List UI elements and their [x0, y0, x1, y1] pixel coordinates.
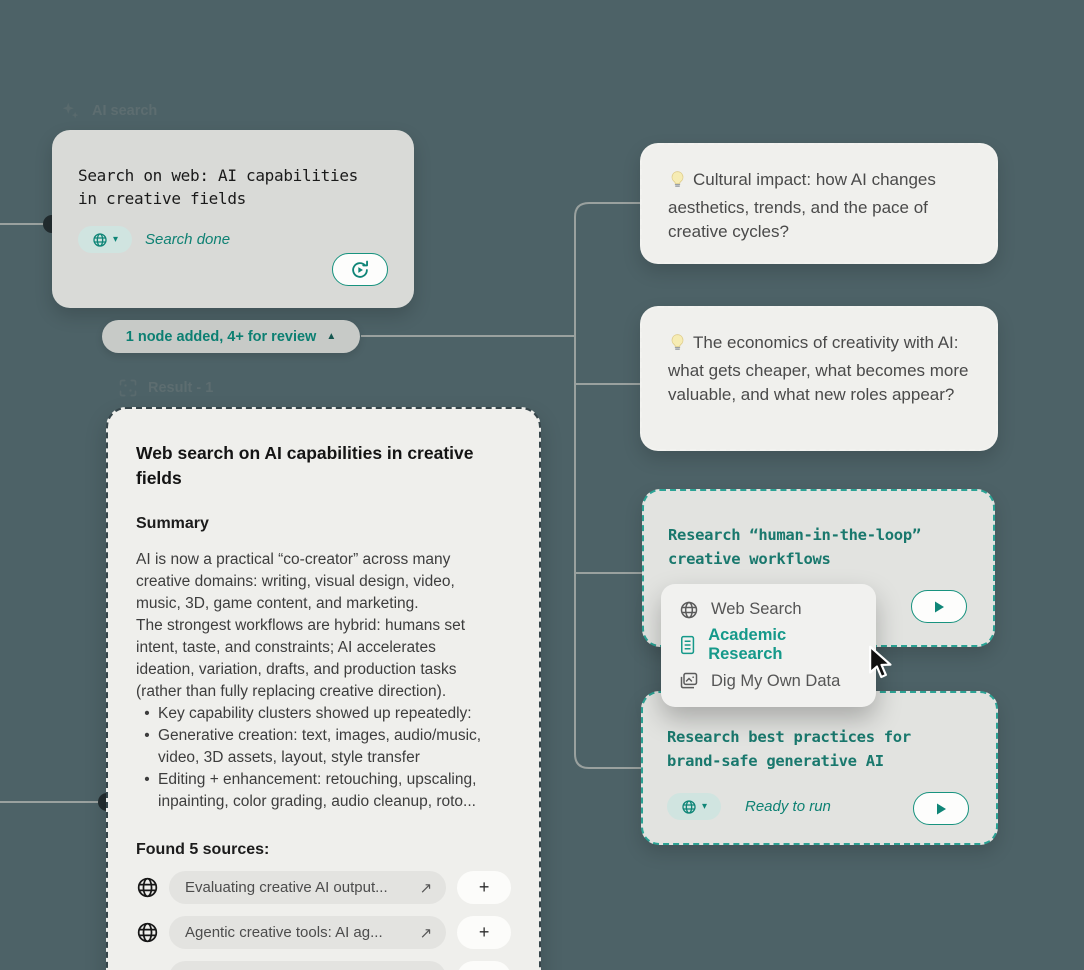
sparkles-icon [60, 100, 82, 122]
run-research-button[interactable] [911, 590, 967, 623]
summary-bullet [136, 725, 498, 769]
source-row [136, 961, 511, 970]
summary-bullet [136, 703, 498, 725]
source-row [136, 871, 511, 904]
summary-paragraph: AI is now a practical “co-creator” across many creative domains: writing, visual design, video, music, 3D, game content, and marketing. [136, 551, 455, 612]
summary-heading: Summary [136, 515, 209, 532]
idea-node-card[interactable] [640, 306, 998, 451]
document-icon [679, 635, 696, 655]
source-link-pill[interactable] [169, 871, 446, 904]
menu-item-web-search[interactable] [661, 593, 876, 627]
review-badge-label: 1 node added, 4+ for review [125, 328, 317, 345]
globe-icon [92, 232, 108, 248]
add-source-button[interactable] [457, 961, 511, 970]
globe-icon [679, 600, 699, 620]
lightbulb-icon [668, 170, 687, 196]
summary-bullet [136, 769, 498, 813]
run-research-button[interactable] [913, 792, 969, 825]
play-icon [932, 600, 946, 614]
bullet-dot: • [144, 705, 150, 722]
play-icon [934, 802, 948, 816]
search-node-type-text: AI search [92, 103, 158, 119]
search-node-card[interactable] [52, 130, 414, 308]
research-title: Research best practices for brand-safe generative AI [667, 728, 911, 770]
idea-text: The economics of creativity with AI: what gets cheaper, what becomes more valuable, and what new roles appear? [668, 333, 969, 404]
result-title: Web search on AI capabilities in creative fields [136, 443, 474, 488]
menu-item-label: Dig My Own Data [711, 671, 841, 690]
result-node-type-text: Result - 1 [148, 380, 214, 396]
source-title: Agentic creative tools: AI ag... [185, 924, 383, 941]
open-external-icon: ↗ [419, 879, 433, 897]
caret-up-icon: ▲ [326, 331, 337, 342]
bullet-text: Key capability clusters showed up repeatedly: [158, 705, 472, 722]
source-link-pill[interactable] [169, 961, 446, 970]
search-node-type-label [60, 100, 157, 122]
photo-stack-icon [679, 671, 699, 691]
result-node-card[interactable] [106, 407, 541, 970]
menu-item-academic-research[interactable] [661, 628, 876, 662]
sources-heading: Found 5 sources: [136, 841, 270, 858]
menu-item-dig-my-own-data[interactable] [661, 664, 876, 698]
chevron-down-icon: ▾ [112, 233, 119, 245]
rerun-search-button[interactable] [332, 253, 388, 286]
mouse-cursor [864, 644, 898, 687]
source-row [136, 916, 511, 949]
research-title: Research “human-in-the-loop” creative workflows [668, 526, 921, 568]
idea-node-card[interactable] [640, 143, 998, 264]
globe-icon [136, 876, 160, 899]
search-query-text: Search on web: AI capabilities in creative fields [78, 166, 358, 208]
research-status-text: Ready to run [745, 798, 831, 815]
source-link-pill[interactable] [169, 916, 446, 949]
summary-paragraph: The strongest workflows are hybrid: humans set intent, taste, and constraints; AI accelerates ideation, variation, drafts, and production tasks (rather than fully replacing creative direction). [136, 617, 466, 700]
source-type-menu [661, 584, 876, 707]
idea-text: Cultural impact: how AI changes aesthetics, trends, and the pace of creative cycles? [668, 170, 936, 241]
open-external-icon: ↗ [419, 924, 433, 942]
nodes-review-badge[interactable] [102, 320, 360, 353]
source-title: Evaluating creative AI output... [185, 879, 388, 896]
result-node-type-label [118, 378, 213, 398]
rerun-icon [349, 259, 371, 281]
menu-item-label: Academic Research [708, 626, 787, 664]
add-source-button[interactable]: + [457, 916, 511, 949]
bullet-text: Editing + enhancement: retouching, upscaling, inpainting, color grading, audio cleanup, roto... [158, 771, 477, 810]
globe-icon [136, 921, 160, 944]
lightbulb-icon [668, 333, 687, 359]
source-selector-pill[interactable] [78, 226, 132, 253]
result-node-icon [118, 378, 138, 398]
search-status-text: Search done [145, 231, 231, 248]
globe-icon [681, 799, 697, 815]
bullet-dot: • [144, 727, 150, 744]
research-node-card[interactable] [641, 691, 998, 845]
bullet-dot: • [144, 771, 150, 788]
bullet-text: Generative creation: text, images, audio/music, video, 3D assets, layout, style transfer [158, 727, 482, 766]
chevron-down-icon: ▾ [701, 800, 708, 812]
add-source-button[interactable]: + [457, 871, 511, 904]
summary-body [136, 549, 498, 813]
source-selector-pill[interactable] [667, 793, 721, 820]
menu-item-label: Web Search [711, 600, 802, 619]
